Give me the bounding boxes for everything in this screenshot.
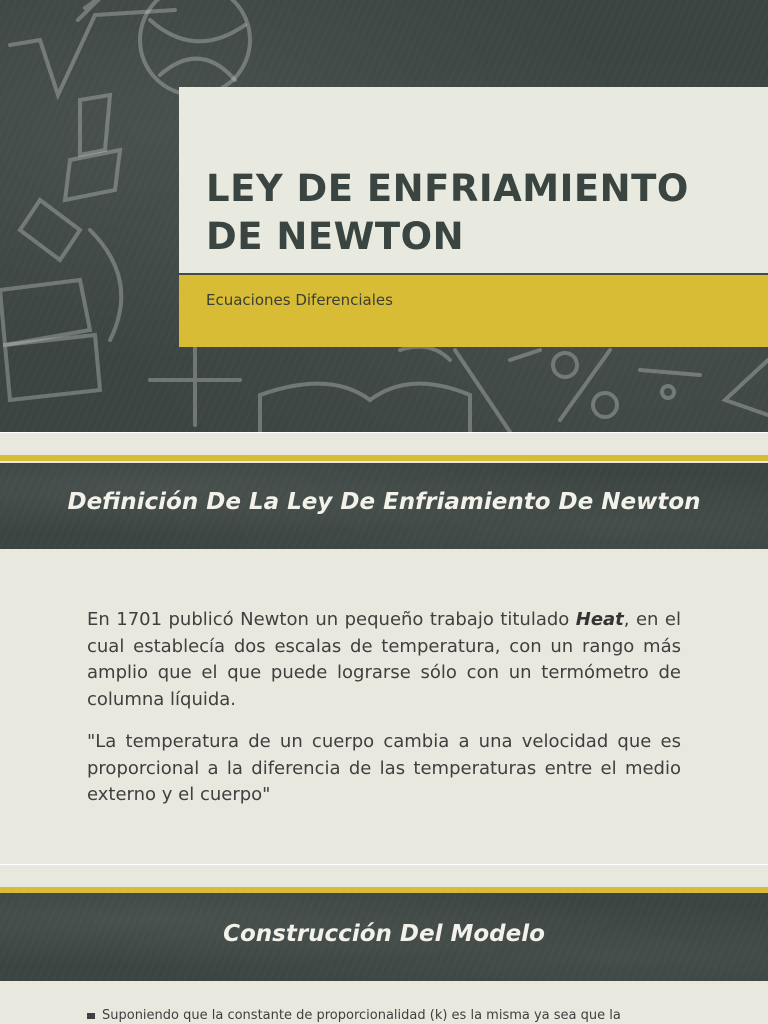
heat-emphasis: Heat [575, 609, 624, 630]
paragraph-text: , en el cual establecía dos escalas de temperatura, con un rango más amplio que el que puede lograrse sólo con un termómetro de columna líquida. [87, 609, 681, 710]
bullet-icon [87, 1013, 95, 1019]
gold-accent-line [0, 455, 768, 461]
slide-separator [0, 864, 768, 865]
slide-separator [0, 432, 768, 433]
definition-quote: "La temperatura de un cuerpo cambia a una velocidad que es proporcional a la diferencia de las temperaturas entre el medio externo y el cuerpo" [87, 731, 681, 805]
definition-header-band [0, 463, 768, 549]
title-slide-background [0, 0, 768, 432]
presentation-title: LEY DE ENFRIAMIENTO DE NEWTON [206, 167, 689, 258]
presentation-subtitle: Ecuaciones Diferenciales [206, 291, 393, 309]
model-header-band [0, 893, 768, 981]
definition-heading: Definición De La Ley De Enfriamiento De Newton [67, 489, 701, 515]
paragraph-text: En 1701 publicó Newton un pequeño trabajo titulado [87, 609, 576, 630]
title-panel [179, 87, 768, 273]
percent-doodle [560, 350, 610, 420]
subtitle-band [179, 275, 768, 347]
microscope-doodle [80, 95, 110, 155]
definition-paragraph-1 [87, 607, 681, 713]
open-book-doodle [260, 384, 470, 432]
model-bullet-item [87, 1008, 687, 1023]
bullet-text: Suponiendo que la constante de proporcionalidad (k) es la misma ya sea que la [102, 1008, 621, 1023]
plus-doodle [150, 335, 240, 425]
model-heading: Construcción Del Modelo [223, 921, 545, 947]
